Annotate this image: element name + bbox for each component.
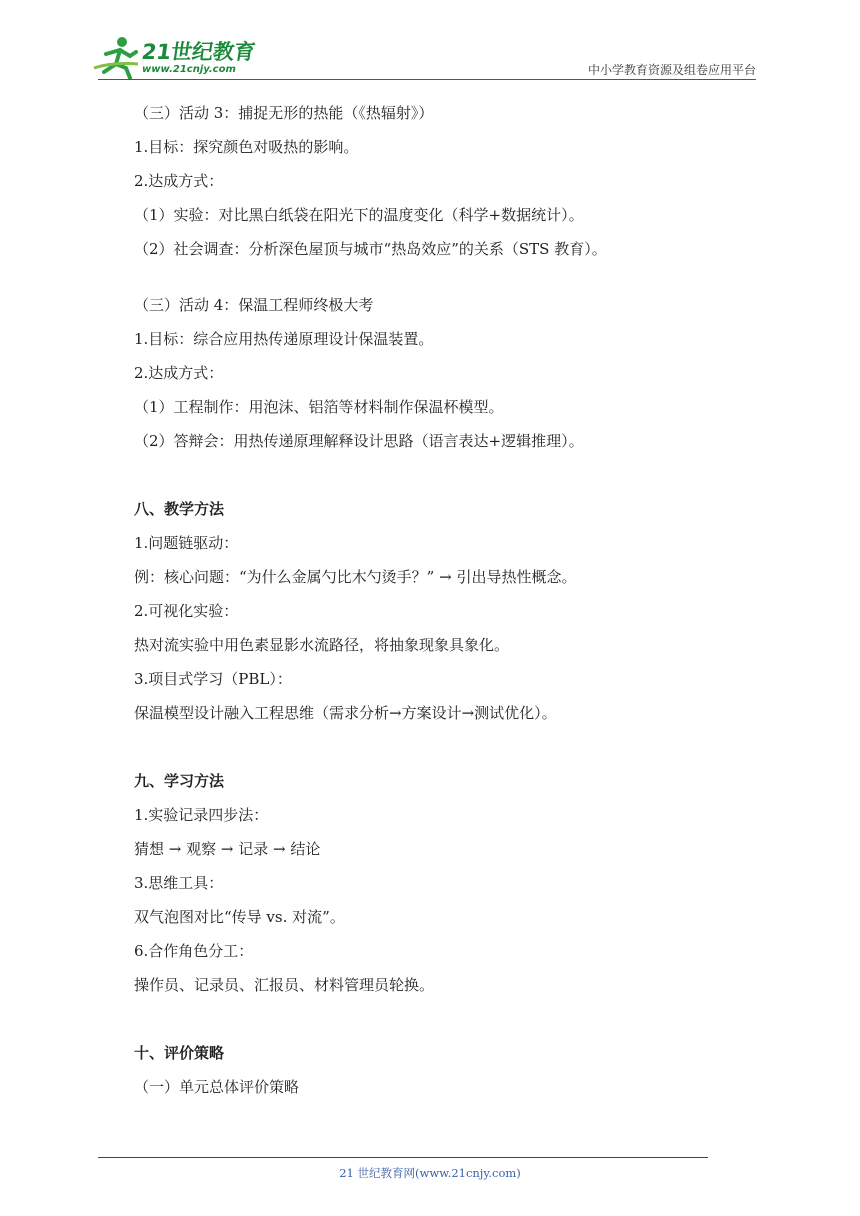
teaching-method-1-example: 例：核心问题：“为什么金属勺比木勺烫手？” → 引出导热性概念。 <box>134 568 577 586</box>
learning-method-3: 3.思维工具： <box>134 874 224 892</box>
teaching-method-2: 2.可视化实验： <box>134 602 239 620</box>
learning-method-1: 1.实验记录四步法： <box>134 806 269 824</box>
activity3-method-label: 2.达成方式： <box>134 172 224 190</box>
runner-logo-icon <box>92 34 144 80</box>
section-9-heading: 九、学习方法 <box>134 772 225 790</box>
logo-url: www.21cnjy.com <box>142 64 236 75</box>
evaluation-subheading: （一）单元总体评价策略 <box>134 1078 300 1096</box>
teaching-method-3: 3.项目式学习（PBL）： <box>134 670 292 688</box>
learning-method-6-detail: 操作员、记录员、汇报员、材料管理员轮换。 <box>134 976 435 994</box>
activity3-method-2: （2）社会调查：分析深色屋顶与城市“热岛效应”的关系（STS 教育）。 <box>134 240 607 258</box>
activity4-title: （三）活动 4：保温工程师终极大考 <box>134 296 374 314</box>
footer-divider <box>98 1157 708 1158</box>
teaching-method-3-detail: 保温模型设计融入工程思维（需求分析→方案设计→测试优化）。 <box>134 704 557 722</box>
activity3-goal: 1.目标：探究颜色对吸热的影响。 <box>134 138 359 156</box>
learning-method-1-steps: 猜想 → 观察 → 记录 → 结论 <box>134 840 321 858</box>
teaching-method-1: 1.问题链驱动： <box>134 534 239 552</box>
activity3-title: （三）活动 3：捕捉无形的热能（《热辐射》） <box>134 104 434 122</box>
activity3-method-1: （1）实验：对比黑白纸袋在阳光下的温度变化（科学+数据统计）。 <box>134 206 584 224</box>
activity4-method-2: （2）答辩会：用热传递原理解释设计思路（语言表达+逻辑推理）。 <box>134 432 584 450</box>
header-divider <box>98 79 756 80</box>
activity4-method-label: 2.达成方式： <box>134 364 224 382</box>
site-logo <box>92 34 267 80</box>
section-10-heading: 十、评价策略 <box>134 1044 225 1062</box>
logo-title: 21世纪教育 <box>140 40 257 64</box>
footer-site-link[interactable]: 21 世纪教育网(www.21cnjy.com) <box>339 1166 521 1180</box>
teaching-method-2-detail: 热对流实验中用色素显影水流路径，将抽象现象具象化。 <box>134 636 510 654</box>
platform-label: 中小学教育资源及组卷应用平台 <box>587 63 756 77</box>
section-8-heading: 八、教学方法 <box>134 500 225 518</box>
learning-method-6: 6.合作角色分工： <box>134 942 254 960</box>
activity4-goal: 1.目标：综合应用热传递原理设计保温装置。 <box>134 330 434 348</box>
activity4-method-1: （1）工程制作：用泡沫、铝箔等材料制作保温杯模型。 <box>134 398 504 416</box>
page-header <box>0 0 860 90</box>
learning-method-3-detail: 双气泡图对比“传导 vs. 对流”。 <box>134 908 345 926</box>
